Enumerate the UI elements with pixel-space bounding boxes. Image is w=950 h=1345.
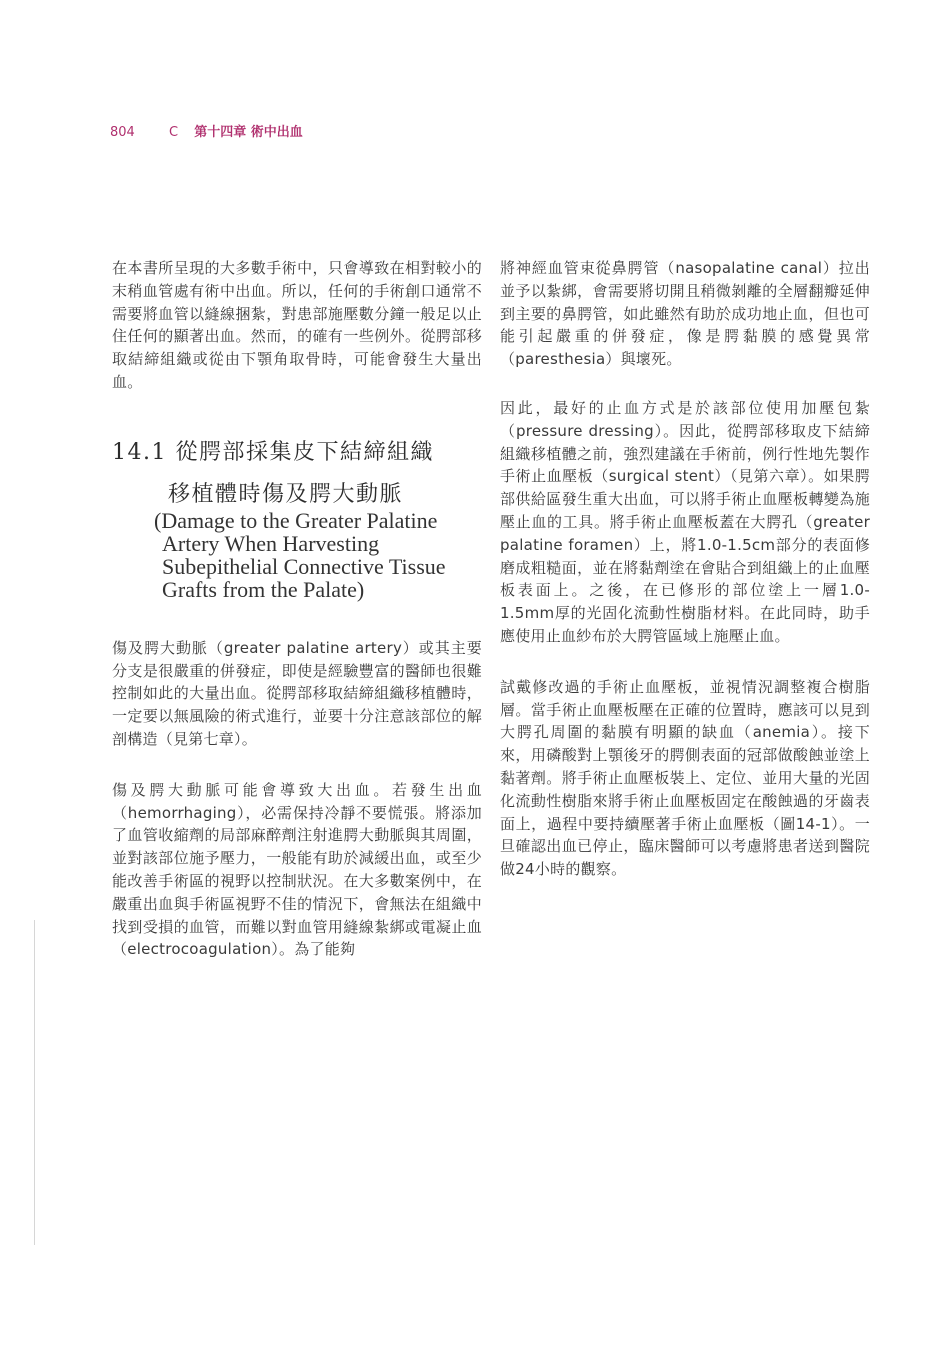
scan-edge-line [34, 920, 35, 1245]
section-title-zh-line1: 14.1 從腭部採集皮下結締組織 [112, 439, 434, 465]
section-title-en-line: (Damage to the Greater Palatine [154, 507, 438, 533]
running-head [110, 121, 303, 140]
intro-paragraph: 在本書所呈現的大多數手術中，只會導致在相對較小的末稍血管處有術中出血。所以，任何的手術創口通常不需要將血管以縫線捆紮，對患部施壓數分鐘一般足以止住任何的顯著出血。然而，的確有一些例外。從腭部移取結締組織或從由下顎角取骨時，可能會發生大量出血。 [112, 259, 482, 391]
body-paragraph: 傷及腭大動脈可能會導致大出血。若發生出血（hemorrhaging），必需保持冷靜不要慌張。將添加了血管收縮劑的局部麻醉劑注射進腭大動脈與其周圍，並對該部位施予壓力，一般能有助於減緩出血，或至少能改善手術區的視野以控制狀況。在大多數案例中，在嚴重出血與手術區視野不佳的情況下，會無法在組織中找到受損的血管，而難以對血管用縫線紮綁或電凝止血（electrocoagulation）。為了能夠 [112, 780, 482, 959]
section-title-en [112, 509, 482, 601]
section-title-en-line: Artery When Harvesting [162, 530, 380, 556]
body-paragraph: 傷及腭大動脈（greater palatine artery）或其主要分支是很嚴重的併發症，即使是經驗豐富的醫師也很難控制如此的大量出血。從腭部移取結締組織移植體時，一定要以無風險的術式進行，並要十分注意該部位的解剖構造（見第七章）。 [112, 638, 482, 748]
left-column [112, 257, 482, 961]
body-paragraph: 將神經血管束從鼻腭管（nasopalatine canal）拉出並予以紮綁，會需要將切開且稍微剝離的全層翻瓣延伸到主要的鼻腭管，如此雖然有助於成功地止血，但也可能引起嚴重的併發症，像是腭黏膜的感覺異常（paresthesia）與壞死。 [500, 259, 870, 369]
section-title-en-line: Grafts from the Palate) [162, 576, 365, 602]
page-number: 804 [110, 125, 135, 140]
section-title-en-line: Subepithelial Connective Tissue [162, 553, 446, 579]
part-letter: C [168, 125, 179, 140]
body-paragraph: 試戴修改過的手術止血壓板，並視情況調整複合樹脂層。當手術止血壓板壓在正確的位置時，應該可以見到大腭孔周圍的黏膜有明顯的缺血（anemia）。接下來，用磷酸對上顎後牙的腭側表面的冠部做酸蝕並塗上黏著劑。將手術止血壓板裝上、定位、並用大量的光固化流動性樹脂來將手術止血壓板固定在酸蝕過的牙齒表面上，過程中要持續壓著手術止血壓板（圖14-1）。一旦確認出血已停止，臨床醫師可以考慮將患者送到醫院做24小時的觀察。 [500, 677, 870, 879]
section-title-zh-line2: 移植體時傷及腭大動脈 [168, 481, 404, 507]
chapter-title: 第十四章 術中出血 [194, 125, 303, 140]
body-paragraph: 因此，最好的止血方式是於該部位使用加壓包紮（pressure dressing）。因此，從腭部移取皮下結締組織移植體之前，強烈建議在手術前，例行性地先製作手術止血壓板（surgical stent）（見第六章）。如果腭部供給區發生重大出血，可以將手術止血壓板轉變為施壓止血的工具。將手術止血壓板蓋在大腭孔（greater palatine foramen）上，將1.0-1.5cm部分的表面修磨成粗糙面，並在將黏劑塗在會貼合到組織上的止血壓板表面上。之後，在已修形的部位塗上一層1.0-1.5mm厚的光固化流動性樹脂材料。在此同時，助手應使用止血紗布於大腭管區域上施壓止血。 [500, 398, 870, 645]
right-column [500, 257, 870, 881]
section-heading [112, 439, 482, 601]
